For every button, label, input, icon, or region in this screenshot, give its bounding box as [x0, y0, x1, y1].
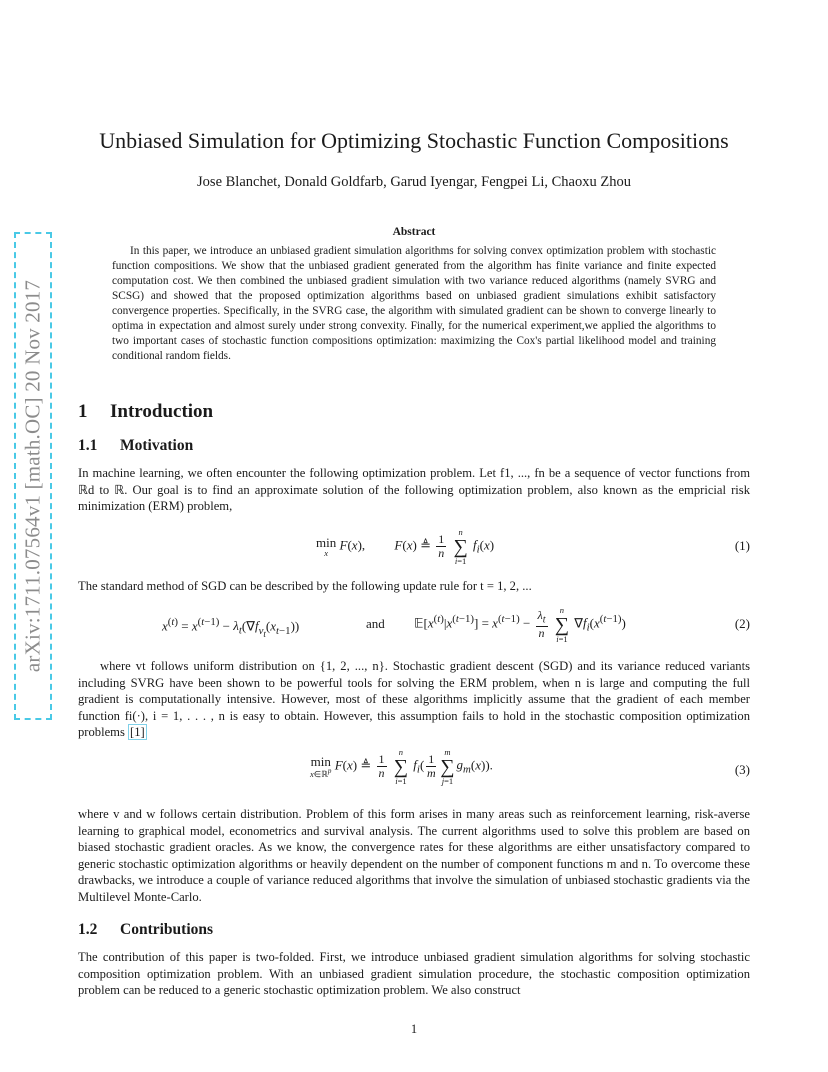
contributions-paragraph-1: The contribution of this paper is two-folded. First, we introduce unbiased gradient simulation algorithms for solving stochastic composition optimization problem. With an unbiased gradient simulation procedure, the stochastic composition optimization problem can be reduced to a generic stochastic optimization problem. We also construct — [78, 950, 750, 997]
subsection-title: Contributions — [120, 921, 214, 938]
motivation-paragraph-3: where vt follows uniform distribution on {1, 2, ..., n}. Stochastic gradient descent (SGD) and its variance reduced variants including SVRG have been shown to be powerful tools for solving the ERM problem, when n is large and computing the full gradient is computationally intensive. However, most of these algorithms implicitly assume that the gradient of each member function fi(·), i = 1, . . . , n is easy to obtain. However, this assumption fails to hold in the stochastic composition optimization problems [1] — [78, 659, 750, 739]
equation-2: $x^{(t)} = x^{(t-1)} - \lambda_t(\nabla f_{v_t}(x_{t-1}))$ and $𝔼[x^{(t)}|x^{(t-1)}] = x^{(t-1)}$ − $\frac{\lambda_t}{n}$ n ∑ i=1 $\nabla f_i(x^{(t-1)})$ (2) — [162, 605, 750, 644]
citation-link[interactable]: [1] — [130, 725, 145, 739]
subsection-number: 1.1 — [78, 437, 98, 454]
section-heading-introduction — [78, 401, 213, 423]
subsection-heading-motivation — [78, 437, 193, 455]
equation-number: (3) — [734, 762, 750, 777]
author-list: Jose Blanchet, Donald Goldfarb, Garud Iyengar, Fengpei Li, Chaoxu Zhou — [197, 174, 631, 190]
equation-2-and: and — [366, 616, 385, 631]
subsection-title: Motivation — [120, 437, 194, 454]
subsection-number: 1.2 — [78, 921, 98, 938]
abstract-body: In this paper, we introduce an unbiased gradient simulation algorithms for solving convex optimization problem with stochastic function compositions. We show that the unbiased gradient generated from the algorithm has finite variance and finite expected computation cost. We then combined the unbiased gradient simulation with two variance reduced algorithms (namely SVRG and SCSG) and showed that the proposed optimization algorithms based on unbiased gradient simulations exhibit satisfactory convergence properties. Specifically, in the SVRG case, the algorithm with simulated gradient can be shown to converge linearly to optima in expectation and almost surely under strong convexity. Finally, for the numerical experiment,we applied the algorithms to two important cases of stochastic function compositions optimization: maximizing the Cox's partial likelihood model and training conditional random fields. — [112, 245, 716, 362]
abstract-heading: Abstract — [392, 226, 436, 238]
motivation-paragraph-4: where v and w follows certain distribution. Problem of this form arises in many areas such as reinforcement learning, risk-averse learning to graphical model, econometrics and survival analysis. The current algorithms used to solve this problem are based on biased stochastic gradient oracles. As we know, the convergence rates for these algorithms are either unsatisfactory compared to generic stochastic optimization algorithms or heavily dependent on the number of component functions m and n. To overcome these drawbacks, we introduce a couple of variance reduced algorithms that involve the simulation of unbiased stochastic gradients via the Multilevel Monte-Carlo. — [78, 807, 750, 904]
subsection-heading-contributions — [78, 921, 213, 939]
equation-number: (1) — [734, 538, 750, 553]
motivation-paragraph-2: The standard method of SGD can be described by the following update rule for t = 1, 2, ... — [78, 579, 532, 593]
section-number: 1 — [78, 401, 88, 422]
paper-title: Unbiased Simulation for Optimizing Stochastic Function Compositions — [99, 128, 729, 153]
equation-number: (2) — [734, 616, 750, 631]
equation-1: min x F(x), F(x) ≜ $\frac{1}{n}$ n ∑ i=1 $f_i(x)$ (1) — [316, 527, 750, 566]
arxiv-identifier[interactable]: arXiv:1711.07564v1 [math.OC] 20 Nov 2017 — [20, 279, 45, 673]
motivation-paragraph-1: In machine learning, we often encounter the following optimization problem. Let f1, ..., fn be a sequence of vector functions from ℝd to ℝ. Our goal is to find an approximate solution of the following optimization problem, also known as the empricial risk minimization (ERM) problem, — [78, 466, 750, 513]
section-title: Introduction — [110, 401, 214, 422]
page-number: 1 — [410, 1022, 418, 1036]
equation-3: min x∈ℝ$^p$ F(x) ≜ $\frac{1}{n}$ n ∑ i=1 $f_i$( $\frac{1}{m}$ m ∑ j=1 $g_m(x)$). (3) — [310, 747, 750, 786]
